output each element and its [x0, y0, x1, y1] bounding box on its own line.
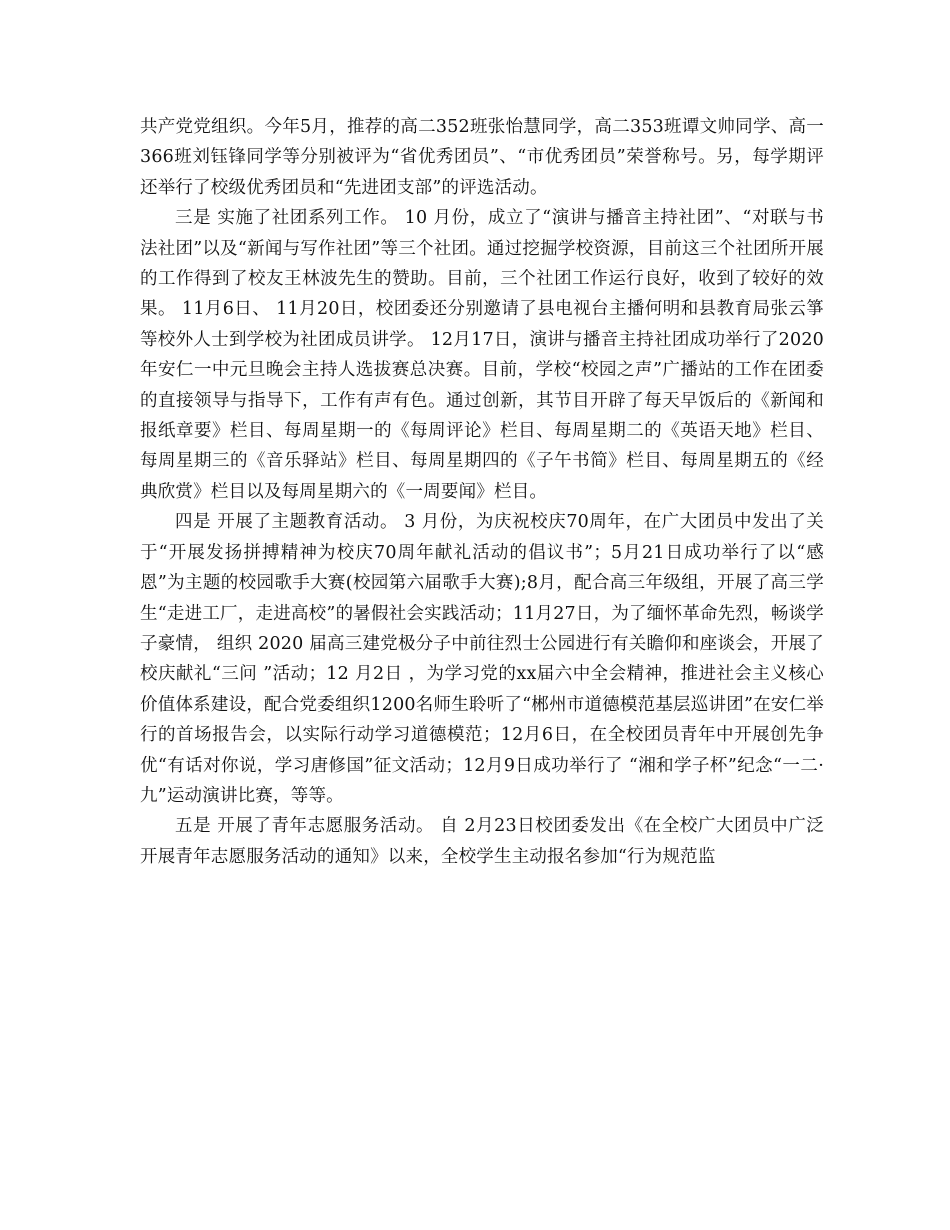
paragraph-party-organization: 共产党党组织。今年5月，推荐的高二352班张怡慧同学，高二353班谭文帅同学、高一366班刘钰锋同学等分别被评为“省优秀团员”、“市优秀团员”荣誉称号。另，每学期评还举行了校级优秀团员和“先进团支部”的评选活动。	[140, 117, 824, 198]
paragraph-volunteer-service: 五是 开展了青年志愿服务活动。 自 2月23日校团委发出《在全校广大团员中广泛开展青年志愿服务活动的通知》以来，全校学生主动报名参加“行为规范监	[140, 816, 824, 867]
paragraph-theme-education: 四是 开展了主题教育活动。 3 月份，为庆祝校庆70周年，在广大团员中发出了关于“开展发扬拼搏精神为校庆70周年献礼活动的倡议书”；5月21日成功举行了以“感恩”为主题的校园歌手大赛(校园第六届歌手大赛);8月，配合高三年级组，开展了高三学生“走进工厂，走进高校”的暑假社会实践活动；11月27日，为了缅怀革命先烈，畅谈学子豪情， 组织 2020 届高三建党极分子中前往烈士公园进行有关瞻仰和座谈会，开展了校庆献礼“三问 ”活动；12 月2日 ，为学习党的xx届六中全会精神，推进社会主义核心价值体系建设，配合党委组织1200名师生聆听了“郴州市道德模范基层巡讲团”在安仁举行的首场报告会，以实际行动学习道德模范；12月6日，在全校团员青年中开展创先争优“有话对你说，学习唐修国”征文活动；12月9日成功举行了 “湘和学子杯”纪念“一二·九”运动演讲比赛，等等。	[140, 512, 824, 806]
document-body	[140, 112, 824, 872]
paragraph-club-work: 三是 实施了社团系列工作。 10 月份，成立了“演讲与播音主持社团”、“对联与书法社团”以及“新闻与写作社团”等三个社团。通过挖掘学校资源，目前这三个社团所开展的工作得到了校友王林波先生的赞助。目前，三个社团工作运行良好，收到了较好的效果。 11月6日、 11月20日，校团委还分别邀请了县电视台主播何明和县教育局张云箏等校外人士到学校为社团成员讲学。 12月17日，演讲与播音主持社团成功举行了2020年安仁一中元旦晚会主持人选拔赛总决赛。目前，学校“校园之声”广播站的工作在团委的直接领导与指导下，工作有声有色。通过创新，其节目开辟了每天早饭后的《新闻和报纸章要》栏目、每周星期一的《每周评论》栏目、每周星期二的《英语天地》栏目、每周星期三的《音乐驿站》栏目、每周星期四的《子午书简》栏目、每周星期五的《经典欣赏》栏目以及每周星期六的《一周要闻》栏目。	[140, 208, 824, 502]
